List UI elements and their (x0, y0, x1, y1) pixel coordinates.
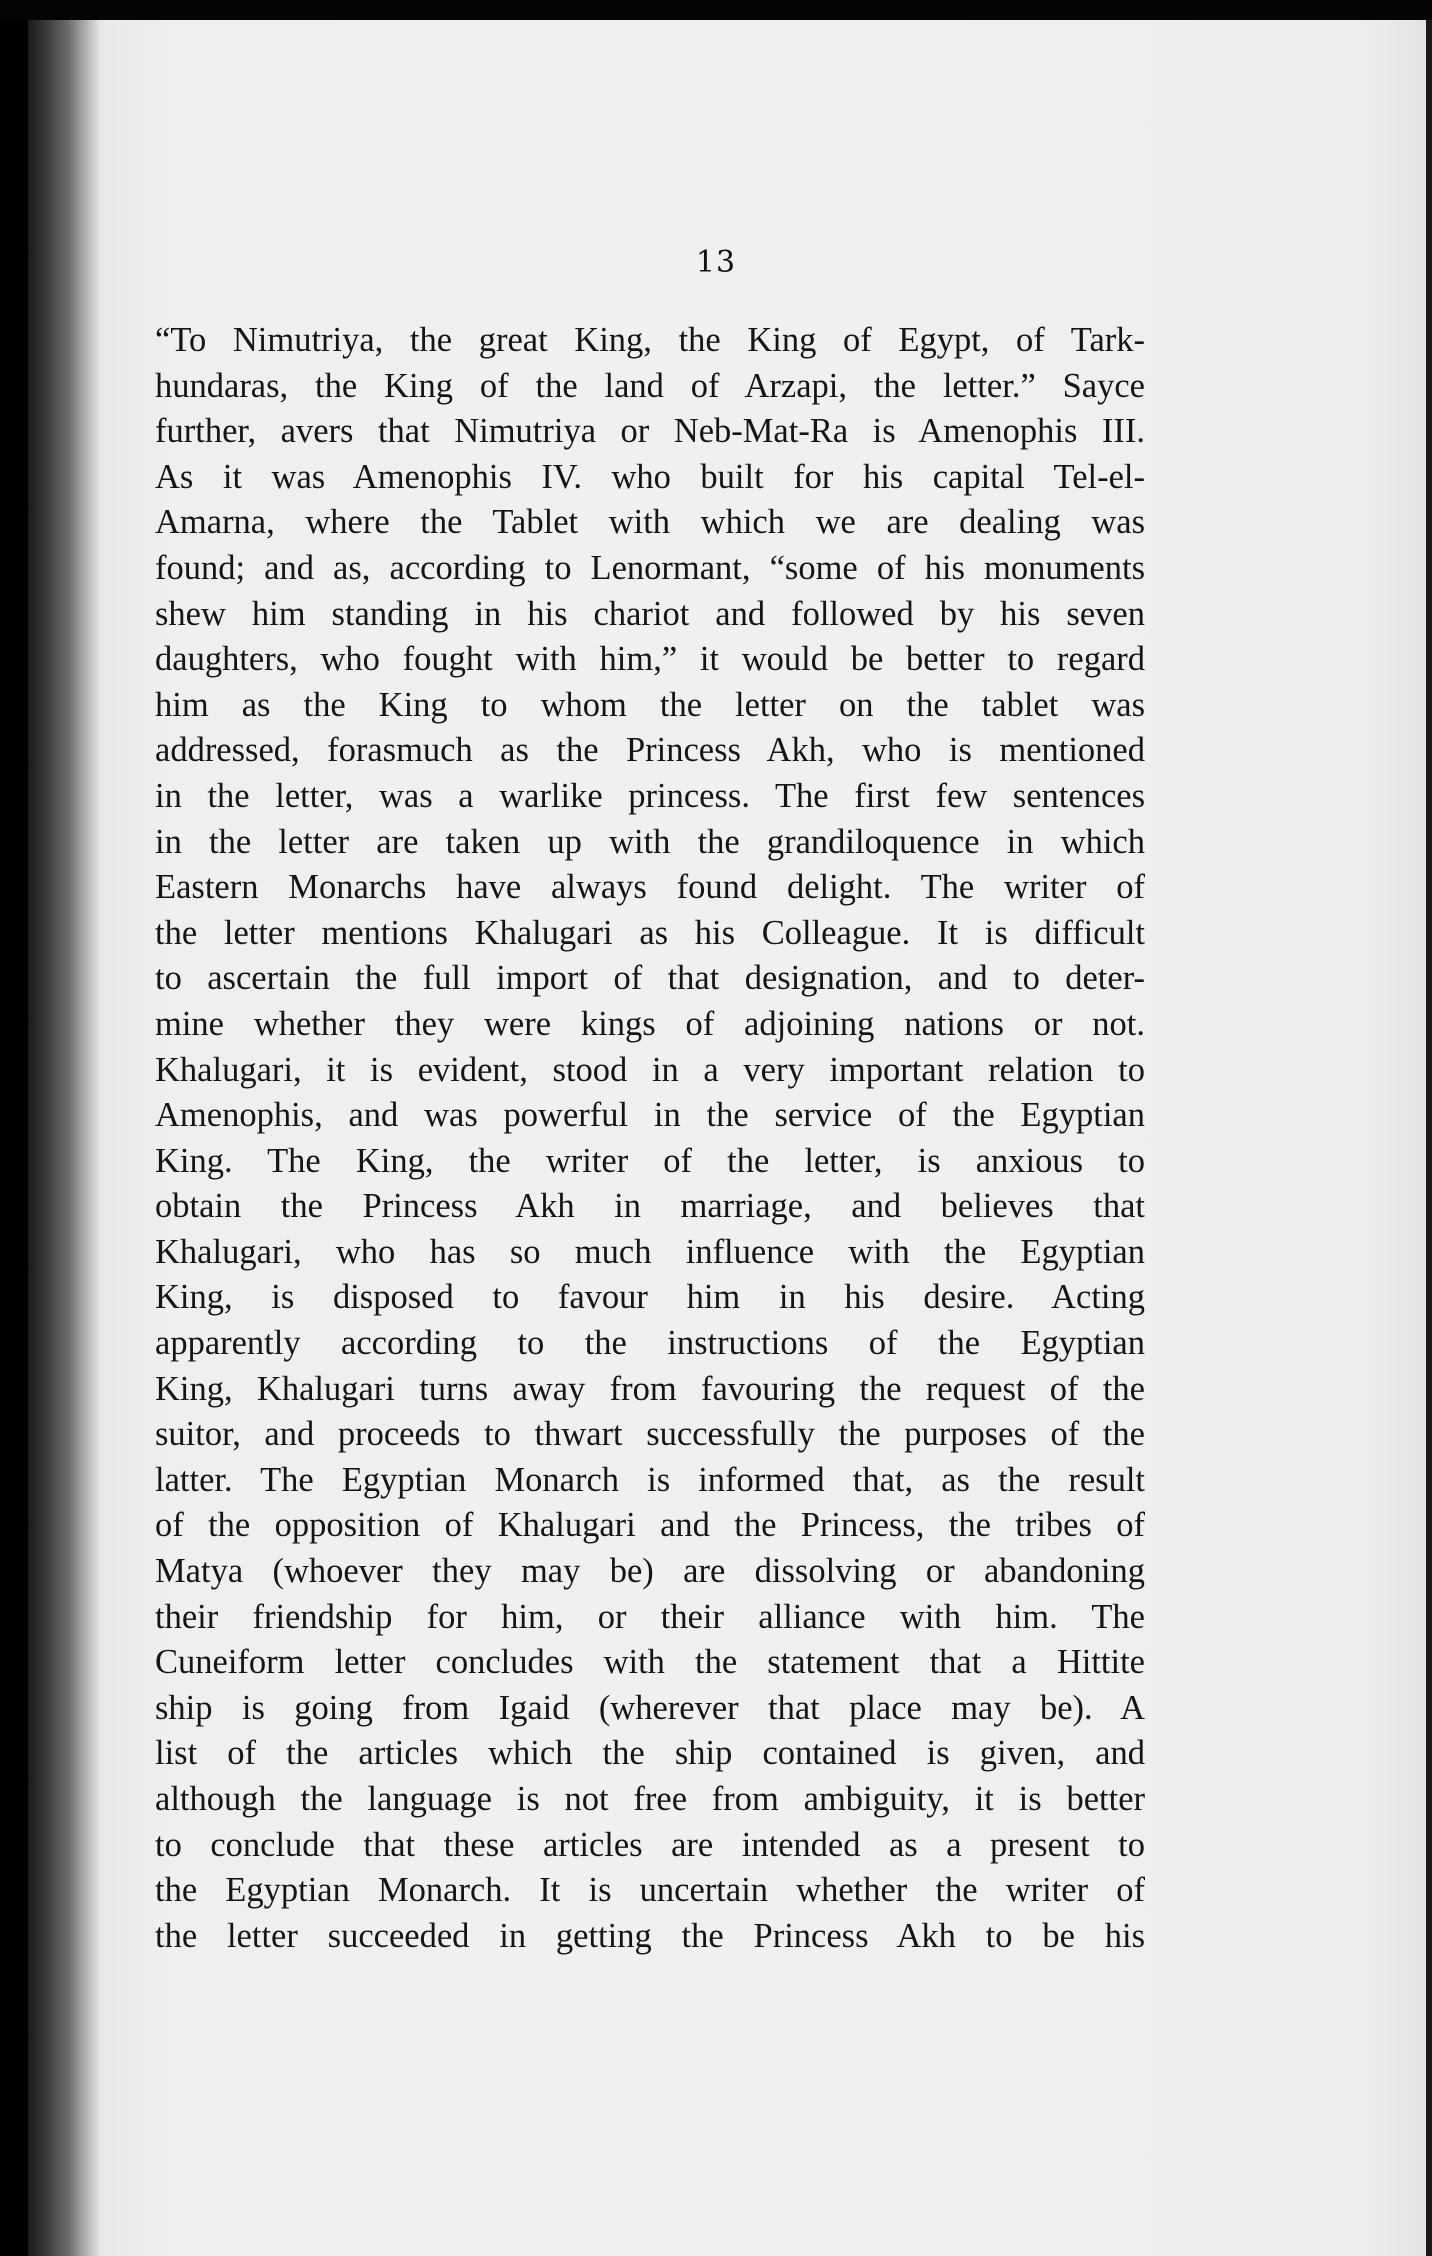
text-line: As it was Amenophis IV. who built for his capital Tel-el- (155, 457, 1145, 496)
scan-top-border (0, 0, 1432, 20)
text-line: hundaras, the King of the land of Arzapi, the letter.” Sayce (155, 366, 1145, 405)
text-line: him as the King to whom the letter on the tablet was (155, 685, 1145, 724)
text-line: further, avers that Nimutriya or Neb-Mat-Ra is Amenophis III. (155, 412, 1145, 451)
scan-right-border (1426, 20, 1432, 2256)
text-line: found; and as, according to Lenormant, “some of his monuments (155, 548, 1145, 587)
page-number: 13 (695, 245, 737, 280)
text-line: although the language is not free from ambiguity, it is better (155, 1780, 1145, 1818)
text-line: King, Khalugari turns away from favouring the request of the (155, 1369, 1145, 1408)
text-line: Amenophis, and was powerful in the service of the Egyptian (155, 1096, 1145, 1135)
text-line: daughters, who fought with him,” it would be better to regard (155, 640, 1145, 679)
text-line: Khalugari, it is evident, stood in a very important relation to (155, 1050, 1145, 1089)
text-line: in the letter, was a warlike princess. The first few sentences (155, 776, 1145, 815)
text-line: Eastern Monarchs have always found delight. The writer of (155, 868, 1145, 907)
text-line: obtain the Princess Akh in marriage, and believes that (155, 1187, 1145, 1226)
text-line: the Egyptian Monarch. It is uncertain whether the writer of (155, 1871, 1145, 1910)
text-line: of the opposition of Khalugari and the Princess, the tribes of (155, 1506, 1145, 1545)
text-line: King, is disposed to favour him in his desire. Acting (155, 1278, 1145, 1317)
text-line: Matya (whoever they may be) are dissolving or abandoning (155, 1552, 1145, 1591)
text-line: King. The King, the writer of the letter, is anxious to (155, 1141, 1145, 1180)
text-line: the letter mentions Khalugari as his Colleague. It is difficult (155, 913, 1145, 952)
body-text (155, 318, 1145, 1959)
text-line: to conclude that these articles are intended as a present to (155, 1825, 1145, 1864)
text-line: apparently according to the instructions of the Egyptian (155, 1324, 1145, 1363)
text-line: their friendship for him, or their alliance with him. The (155, 1597, 1145, 1636)
text-line: list of the articles which the ship contained is given, and (155, 1734, 1145, 1773)
text-line: Cuneiform letter concludes with the statement that a Hittite (155, 1643, 1145, 1682)
book-spine-shadow (28, 20, 100, 2256)
text-line: addressed, forasmuch as the Princess Akh, who is mentioned (155, 731, 1145, 770)
text-line: suitor, and proceeds to thwart successfully the purposes of the (155, 1415, 1145, 1454)
text-line: Amarna, where the Tablet with which we are dealing was (155, 503, 1145, 542)
text-line: the letter succeeded in getting the Princess Akh to be his (155, 1916, 1145, 1955)
text-line: ship is going from Igaid (wherever that place may be). A (155, 1688, 1145, 1727)
text-line: mine whether they were kings of adjoining nations or not. (155, 1004, 1145, 1043)
text-line: in the letter are taken up with the grandiloquence in which (155, 822, 1145, 861)
text-line: shew him standing in his chariot and followed by his seven (155, 594, 1145, 633)
text-line: “To Nimutriya, the great King, the King of Egypt, of Tark- (155, 321, 1145, 359)
text-line: latter. The Egyptian Monarch is informed that, as the result (155, 1460, 1145, 1499)
text-line: to ascertain the full import of that designation, and to deter- (155, 959, 1145, 998)
text-line: Khalugari, who has so much influence with the Egyptian (155, 1232, 1145, 1271)
